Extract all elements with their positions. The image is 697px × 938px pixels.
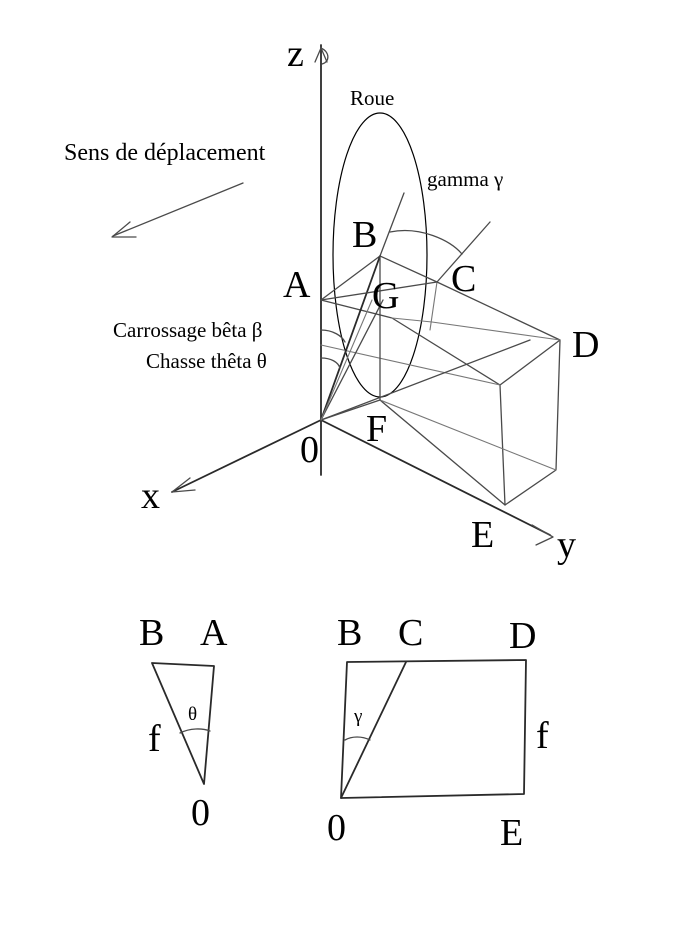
point-label-G: G [372, 275, 400, 317]
point-label-A: A [283, 264, 311, 306]
line-B-up [380, 193, 404, 256]
x-axis [172, 420, 321, 492]
gamma-label: gamma γ [427, 167, 504, 191]
front-label-gamma: γ [354, 706, 363, 727]
edge-0-G-plane [321, 345, 500, 385]
caster-label: Chasse thêta θ [146, 349, 267, 373]
axis-label-z: z [287, 33, 304, 75]
side-view [139, 612, 228, 834]
y-axis [321, 420, 550, 535]
front-view [327, 612, 549, 854]
side-label-theta: θ [188, 704, 198, 725]
front-diagonal [341, 662, 406, 798]
direction-caption: Sens de déplacement [64, 140, 266, 166]
direction-arrow-head [112, 222, 136, 237]
front-label-B: B [337, 612, 363, 654]
side-label-f: f [148, 718, 161, 760]
point-label-B: B [352, 214, 378, 256]
caster-arc [321, 358, 340, 368]
wheel-label: Roue [350, 86, 395, 110]
box-bottom-edge [380, 400, 505, 505]
point-label-D: D [572, 324, 600, 366]
side-label-0: 0 [191, 792, 210, 834]
line-0-C [321, 300, 372, 420]
side-label-B: B [139, 612, 165, 654]
point-label-E: E [471, 514, 495, 556]
front-gamma-arc [345, 737, 370, 740]
front-rectangle [341, 660, 526, 798]
origin-label: 0 [300, 429, 319, 471]
front-label-C: C [398, 612, 424, 654]
perspective-view [64, 33, 599, 566]
side-triangle [152, 663, 214, 784]
front-label-D: D [509, 615, 537, 657]
side-theta-arc [180, 729, 210, 733]
axis-label-y: y [557, 524, 576, 566]
front-label-E: E [500, 812, 524, 854]
camber-label: Carrossage bêta β [113, 318, 263, 342]
x-axis-arrow [172, 478, 195, 492]
point-label-C: C [451, 258, 477, 300]
axis-label-x: x [141, 475, 160, 517]
side-label-A: A [200, 612, 228, 654]
point-label-F: F [366, 408, 388, 450]
front-label-0: 0 [327, 807, 346, 849]
direction-arrow-shaft [113, 183, 243, 236]
box-right-face [500, 340, 560, 505]
edge-F-D [380, 400, 556, 470]
front-label-f: f [536, 715, 549, 757]
